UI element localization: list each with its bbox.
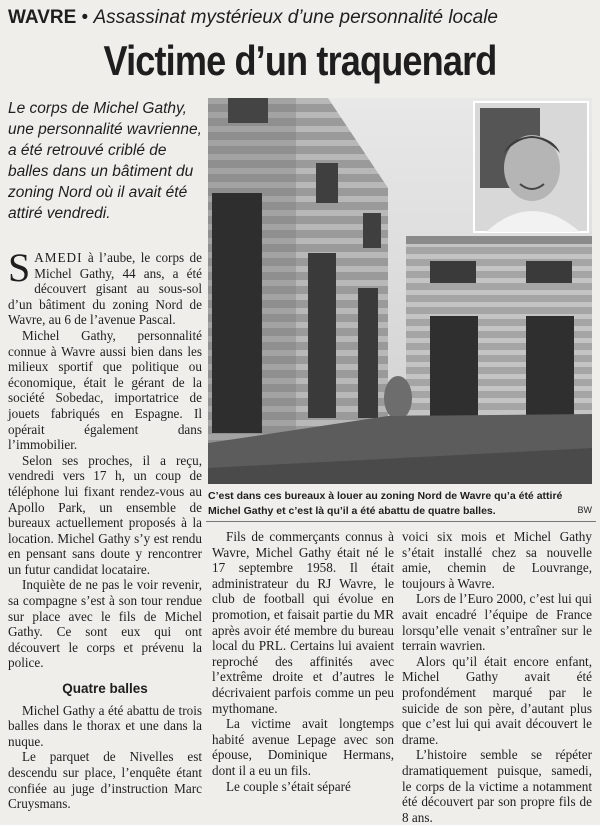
paragraph-7: Fils de commerçants connus à Wavre, Michel Gathy était né le 17 septembre 1958. Il était administrateur du RJ Wavre, le club de football qui évolue en promotion, et faisait partie du MR après avoir été membre du bureau local du PRL. Certains lui avaient reproché des affinités avec l’extrême droite et d’autres le décrivaient parfois comme un peu mythomane. <box>212 529 394 716</box>
paragraph-9: Le couple s’était séparé <box>226 778 351 794</box>
article-kicker <box>8 6 598 30</box>
drop-cap: S <box>8 245 31 290</box>
paragraph-10: voici six mois et Michel Gathy s’était installé chez sa nouvelle amie, chemin de Louvrange, toujours à Wavre. <box>402 529 592 591</box>
photo-caption: C’est dans ces bureaux à louer au zoning Nord de Wavre qu’a été attiré Michel Gathy et c’est là qu’il a été abattu de quatre balles. <box>208 490 563 517</box>
kicker-place: WAVRE <box>8 7 77 28</box>
paragraph-8: La victime avait longtemps habité avenue Lepage avec son épouse, Dominique Hermans, dont il a eu un fils. <box>212 716 394 778</box>
article-column-2 <box>212 529 394 794</box>
kicker-bullet: • <box>81 7 89 28</box>
paragraph-12: Alors qu’il était encore enfant, Michel Gathy avait été profondément marqué par le suicide de son père, d’autant plus que c’est lui qui avait découvert le drame. <box>402 653 592 747</box>
paragraph-1 <box>8 245 202 328</box>
paragraph-3: Selon ses proches, il a reçu, vendredi vers 17 h, un coup de téléphone lui fixant rendez-vous au Apollo Park, un ensemble de bureaux actuellement proposés à la location. Michel Gathy s’y est rendu en pensant sans doute y rencontrer un futur candidat locataire. <box>8 452 202 577</box>
portrait-inset <box>474 102 588 232</box>
paragraph-5: Michel Gathy a été abattu de trois balles dans le thorax et une dans la nuque. <box>8 702 202 749</box>
subheading: Quatre balles <box>62 681 148 697</box>
article-column-3 <box>402 529 592 825</box>
photo-credit: BW <box>577 505 592 515</box>
paragraph-2: Michel Gathy, personnalité connue à Wavre aussi bien dans les milieux sportif que politique ou économique, était le gérant de la société Sobedac, importatrice de jouets fabriqués en Espagne. Il opérait également dans l’immobilier. <box>8 327 202 453</box>
caption-divider <box>206 521 596 522</box>
paragraph-4: Inquiète de ne pas le voir revenir, sa compagne s’est à son tour rendue sur place avec le fils de Michel Gathy. Ce sont eux qui ont découvert le corps et prévenu la police. <box>8 577 202 671</box>
paragraph-13: L’histoire semble se répéter dramatiquement puisque, samedi, le corps de la victime a notamment été découvert par son propre fils de 8 ans. <box>402 747 592 825</box>
paragraph-11: Lors de l’Euro 2000, c’est lui qui avait encadré l’équipe de France lorsqu’elle venait s’entraîner sur le terrain wavrien. <box>402 591 592 654</box>
article-column-1 <box>8 245 202 812</box>
article-headline: Victime d’un traquenard <box>103 37 497 84</box>
paragraph-1-text: à l’aube, le corps de Michel Gathy, 44 ans, a été découvert gisant au sous-sol d’un bâtiment du zoning Nord de Wavre, au 6 de l’avenue Pascal. <box>8 250 202 328</box>
article-lead: Le corps de Michel Gathy, une personnalité wavrienne, a été retrouvé criblé de balles dans un bâtiment du zoning Nord où il avait été attiré vendredi. <box>8 100 202 222</box>
kicker-subtitle: Assassinat mystérieux d’une personnalité locale <box>93 7 498 28</box>
lettrine: AMEDI <box>34 250 83 265</box>
office-building-photo <box>208 98 592 484</box>
paragraph-6: Le parquet de Nivelles est descendu sur place, l’enquête étant confiée au juge d’instruction Marc Cruysmans. <box>8 749 202 812</box>
article-photo <box>208 98 592 484</box>
